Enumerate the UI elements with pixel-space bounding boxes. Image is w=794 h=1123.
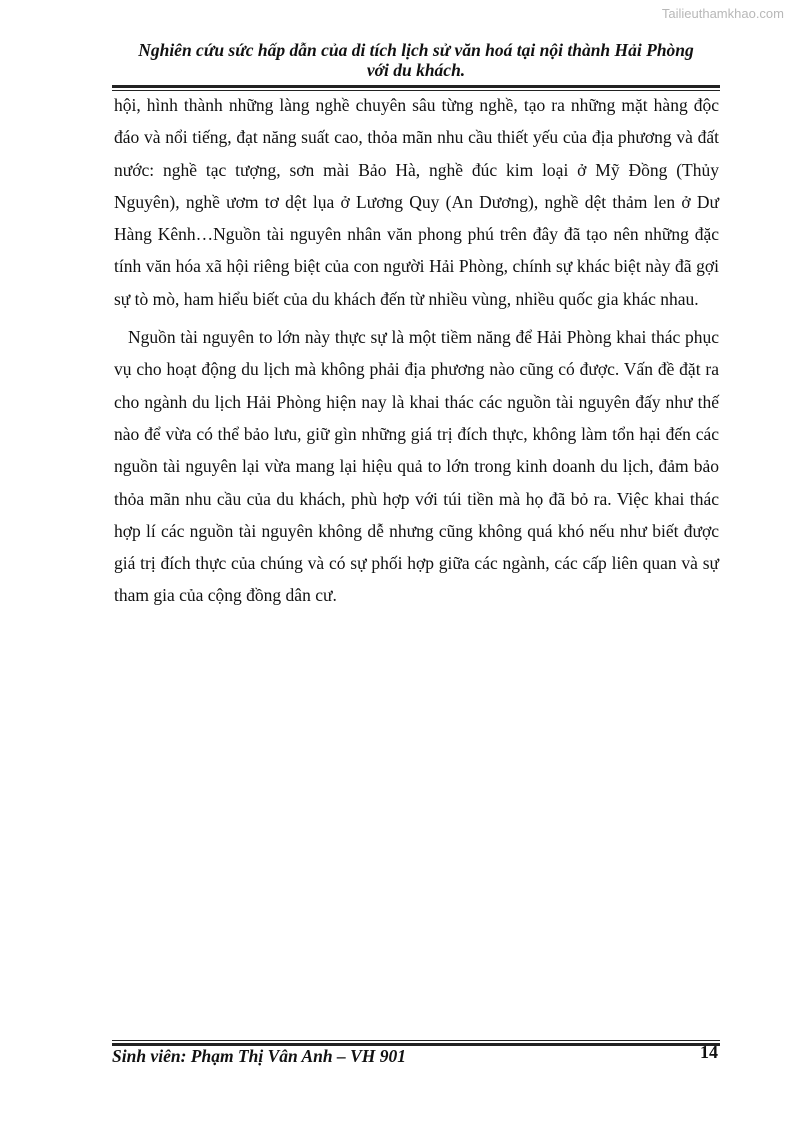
page-header: [112, 40, 720, 80]
footer-author: Sinh viên: Phạm Thị Vân Anh – VH 901: [112, 1046, 407, 1066]
watermark: Tailieuthamkhao.com: [661, 6, 784, 21]
page-number: 14: [700, 1042, 718, 1062]
paragraph-2: Nguồn tài nguyên to lớn này thực sự là một tiềm năng để Hải Phòng khai thác phục vụ cho hoạt động du lịch mà không phải địa phương nào cũng có được. Vấn đề đặt ra cho ngành du lịch Hải Phòng hiện nay là khai thác các nguồn tài nguyên đấy như thế nào để vừa có thể bảo lưu, giữ gìn những giá trị đích thực, không làm tổn hại đến các nguồn tài nguyên lại vừa mang lại hiệu quả to lớn trong kinh doanh du lịch, đảm bảo thỏa mãn nhu cầu của du khách, phù hợp với túi tiền mà họ đã bỏ ra. Việc khai thác hợp lí các nguồn tài nguyên không dễ nhưng cũng không quá khó nếu như biết được giá trị đích thực của chúng và có sự phối hợp giữa các ngành, các cấp liên quan và sự tham gia của cộng đồng dân cư.: [114, 327, 719, 606]
footer-rule-thin: [112, 1040, 720, 1041]
header-rule-thick: [112, 85, 720, 88]
header-title-line1: Nghiên cứu sức hấp dẫn của di tích lịch sử văn hoá tại nội thành Hải Phòng: [138, 40, 694, 60]
header-title-line2: với du khách.: [366, 60, 466, 80]
body-text: [114, 89, 719, 612]
paragraph-1: hội, hình thành những làng nghề chuyên sâu từng nghề, tạo ra những mặt hàng độc đáo và nổi tiếng, đạt năng suất cao, thỏa mãn nhu cầu thiết yếu của địa phương và đất nước: nghề tạc tượng, sơn mài Bảo Hà, nghề đúc kim loại ở Mỹ Đồng (Thủy Nguyên), nghề ươm tơ dệt lụa ở Lương Quy (An Dương), nghề dệt thảm len ở Dư Hàng Kênh…Nguồn tài nguyên nhân văn phong phú trên đây đã tạo nên những đặc tính văn hóa xã hội riêng biệt của con người Hải Phòng, chính sự khác biệt này đã gợi sự tò mò, ham hiểu biết của du khách đến từ nhiều vùng, nhiều quốc gia khác nhau.: [114, 95, 719, 309]
